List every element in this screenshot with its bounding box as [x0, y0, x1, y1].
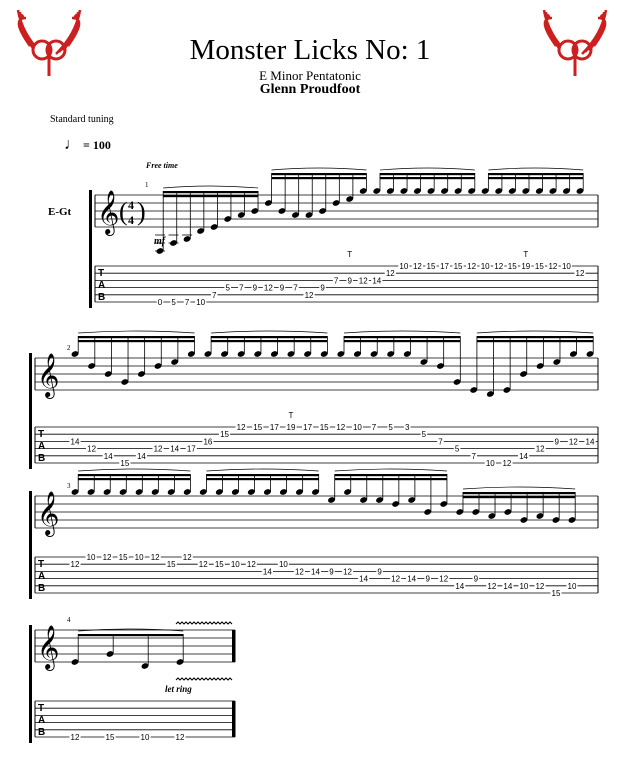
tab-fret-number: 12	[336, 423, 346, 432]
tab-fret-number: 14	[359, 574, 369, 584]
tab-fret-number: 15	[426, 262, 436, 271]
tab-fret-number: 12	[182, 553, 192, 562]
tab-fret-number: 10	[278, 560, 288, 570]
tab-letter: A	[38, 441, 46, 452]
system-1	[89, 168, 598, 308]
tab-fret-number: 17	[440, 262, 449, 271]
tab-fret-number: 10	[230, 560, 240, 570]
tab-fret-number: 5	[225, 283, 230, 293]
tab-fret-number: 15	[166, 560, 176, 570]
slur	[78, 331, 194, 333]
tab-fret-number: 5	[421, 430, 427, 440]
system-bracket	[29, 491, 32, 599]
tab-letter: B	[38, 583, 46, 594]
tab-fret-number: 17	[186, 444, 196, 454]
tap-marker: T	[347, 250, 353, 259]
quarter-note-icon: ♩	[64, 136, 80, 153]
measure-number: 1	[145, 181, 149, 189]
final-barline	[232, 701, 235, 737]
song-author: Glenn Proudfoot	[259, 82, 361, 97]
measure-number: 3	[67, 482, 71, 490]
instrument-label: E-Gt	[48, 206, 72, 218]
tab-fret-number: 12	[502, 459, 512, 468]
tab-fret-number: 15	[507, 262, 517, 271]
tab-fret-number: 14	[262, 567, 272, 577]
tab-fret-number: 12	[263, 283, 273, 293]
time-signature-top: 4	[128, 198, 134, 212]
tab-fret-number: 9	[473, 574, 479, 584]
beam	[206, 478, 318, 480]
time-signature-bottom: 4	[128, 213, 134, 227]
beam	[163, 191, 258, 193]
treble-clef-icon: 𝄞	[37, 625, 60, 669]
treble-clef-icon: 𝄞	[37, 353, 60, 397]
beam	[335, 474, 447, 476]
tab-fret-number: 9	[554, 437, 560, 447]
tab-fret-number: 14	[136, 451, 146, 461]
system-bracket	[89, 190, 92, 308]
tab-fret-number: 12	[87, 444, 97, 454]
beam	[380, 173, 475, 175]
tab-fret-number: 19	[286, 423, 296, 432]
tab-fret-number: 12	[304, 290, 314, 300]
beam	[463, 492, 575, 494]
tab-fret-number: 14	[170, 444, 180, 454]
tab-fret-number: 5	[454, 444, 460, 454]
tab-fret-number: 9	[320, 283, 325, 293]
tab-letter: T	[98, 268, 105, 279]
measure-number: 2	[67, 344, 71, 352]
tab-fret-number: 10	[567, 581, 577, 591]
tab-fret-number: 10	[561, 262, 571, 271]
slur	[78, 469, 190, 471]
tab-fret-number: 10	[480, 262, 490, 271]
beam	[272, 177, 367, 179]
slur	[206, 469, 318, 471]
tab-fret-number: 15	[453, 262, 463, 271]
slur	[272, 168, 367, 170]
paren-left: (	[119, 197, 128, 226]
tab-fret-number: 15	[534, 262, 544, 271]
tab-fret-number: 15	[253, 423, 263, 432]
paren-right: )	[137, 197, 146, 226]
tab-fret-number: 15	[105, 733, 115, 742]
beam	[206, 474, 318, 476]
beam	[78, 336, 194, 338]
tuning-label: Standard tuning	[50, 114, 114, 125]
system-2	[29, 331, 598, 469]
tab-fret-number: 12	[412, 262, 422, 271]
beam	[344, 336, 460, 338]
tab-fret-number: 7	[471, 451, 476, 461]
tab-fret-number: 10	[519, 581, 529, 591]
song-subtitle: E Minor Pentatonic	[259, 68, 361, 83]
tab-fret-number: 12	[575, 269, 585, 279]
treble-clef-icon: 𝄞	[37, 491, 60, 535]
tab-letter: T	[38, 429, 45, 440]
beam	[272, 173, 367, 175]
tab-fret-number: 5	[388, 423, 393, 432]
tab-fret-number: 9	[425, 574, 430, 584]
tab-fret-number: 12	[548, 262, 558, 271]
tab-fret-number: 7	[184, 298, 190, 307]
tab-fret-number: 12	[358, 276, 368, 286]
tab-fret-number: 12	[294, 567, 304, 577]
tab-fret-number: 7	[239, 283, 244, 293]
slur	[211, 331, 327, 333]
tab-fret-number: 12	[246, 560, 256, 570]
tab-fret-number: 5	[171, 298, 176, 307]
tab-fret-number: 7	[333, 276, 339, 286]
tab-letter: B	[38, 727, 46, 738]
tab-fret-number: 15	[319, 423, 329, 432]
vibrato-top-icon	[176, 622, 232, 624]
tab-fret-number: 12	[568, 437, 578, 447]
tab-fret-number: 3	[405, 423, 410, 432]
measure-number: 4	[67, 616, 71, 624]
vibrato-bottom-icon	[176, 678, 232, 680]
beam	[78, 478, 190, 480]
tab-fret-number: 19	[521, 262, 531, 271]
tab-fret-number: 15	[120, 459, 130, 468]
tab-letter: T	[38, 703, 45, 714]
beam	[380, 177, 475, 179]
tab-fret-number: 14	[585, 437, 595, 447]
beam	[163, 195, 258, 197]
beam	[78, 634, 183, 636]
tab-fret-number: 12	[150, 553, 160, 562]
tab-fret-number: 12	[102, 553, 112, 562]
tab-fret-number: 0	[157, 298, 163, 307]
tab-letter: B	[38, 453, 46, 464]
tempo-value: = 100	[83, 138, 111, 152]
tab-fret-number: 10	[86, 553, 96, 562]
slur	[344, 331, 460, 333]
tab-fret-number: 12	[439, 574, 449, 584]
final-barline	[232, 630, 235, 662]
tab-fret-number: 12	[70, 733, 80, 742]
tab-fret-number: 12	[343, 567, 353, 577]
tab-fret-number: 9	[252, 283, 258, 293]
tab-fret-number: 9	[329, 567, 334, 577]
tab-fret-number: 9	[377, 567, 382, 577]
slur	[380, 168, 475, 170]
slur	[335, 469, 447, 471]
tab-fret-number: 12	[391, 574, 401, 584]
tab-fret-number: 10	[134, 553, 144, 562]
tab-fret-number: 16	[203, 437, 213, 447]
beam	[78, 474, 190, 476]
tab-fret-number: 14	[103, 451, 113, 461]
tap-marker: T	[288, 411, 294, 420]
system-3	[29, 469, 598, 599]
beam	[78, 340, 194, 342]
tab-fret-number: 7	[211, 290, 217, 300]
system-bracket	[29, 625, 32, 743]
tab-letter: B	[98, 292, 106, 303]
tab-fret-number: 9	[347, 276, 352, 286]
tab-letter: A	[38, 715, 46, 726]
tab-fret-number: 15	[220, 430, 229, 440]
tab-fret-number: 12	[236, 423, 246, 432]
slur	[488, 168, 583, 170]
tab-fret-number: 14	[407, 574, 417, 584]
slur	[477, 331, 593, 333]
treble-clef-icon: 𝄞	[97, 190, 120, 234]
tab-fret-number: 14	[519, 451, 529, 461]
tab-fret-number: 10	[399, 262, 409, 271]
tab-fret-number: 15	[118, 553, 128, 562]
beam	[477, 336, 593, 338]
system-4	[29, 616, 235, 743]
tab-fret-number: 12	[535, 581, 545, 591]
beam	[211, 340, 327, 342]
let-ring-label: let ring	[165, 684, 192, 694]
tab-fret-number: 14	[311, 567, 320, 577]
tab-letter: A	[98, 280, 106, 291]
tab-fret-number: 17	[269, 423, 279, 432]
tab-fret-number: 14	[455, 581, 465, 591]
tab-fret-number: 12	[467, 262, 477, 271]
tab-fret-number: 12	[175, 733, 185, 742]
tab-fret-number: 12	[70, 560, 80, 570]
beam	[211, 336, 327, 338]
tab-fret-number: 10	[196, 298, 206, 307]
free-time-label: Free time	[146, 161, 178, 170]
tab-fret-number: 12	[494, 262, 504, 271]
tap-marker: T	[523, 250, 529, 259]
beam	[488, 173, 583, 175]
tab-fret-number: 15	[214, 560, 224, 570]
tab-fret-number: 7	[371, 423, 377, 432]
slur	[163, 186, 258, 188]
tab-fret-number: 15	[551, 589, 561, 598]
beam	[463, 496, 575, 498]
tab-fret-number: 10	[140, 733, 150, 742]
tab-fret-number: 12	[487, 581, 497, 591]
tab-fret-number: 9	[279, 283, 285, 293]
beam	[344, 340, 460, 342]
tab-fret-number: 7	[438, 437, 443, 447]
system-bracket	[29, 353, 32, 469]
beam	[477, 340, 593, 342]
tab-fret-number: 12	[535, 444, 545, 454]
tab-fret-number: 14	[503, 581, 513, 591]
tab-fret-number: 10	[352, 423, 362, 432]
tab-letter: T	[38, 559, 45, 570]
slur	[463, 487, 575, 489]
beam	[335, 478, 447, 480]
tab-fret-number: 12	[385, 269, 395, 279]
dynamic-marking: mf	[154, 236, 166, 247]
tab-fret-number: 12	[153, 444, 163, 454]
tab-fret-number: 10	[485, 459, 495, 468]
tab-fret-number: 14	[372, 276, 382, 286]
tab-fret-number: 12	[198, 560, 208, 570]
song-title: Monster Licks No: 1	[189, 34, 431, 66]
tab-fret-number: 7	[293, 283, 298, 293]
beam	[488, 177, 583, 179]
tab-fret-number: 14	[70, 437, 80, 447]
tab-fret-number: 17	[303, 423, 313, 432]
tab-letter: A	[38, 571, 46, 582]
